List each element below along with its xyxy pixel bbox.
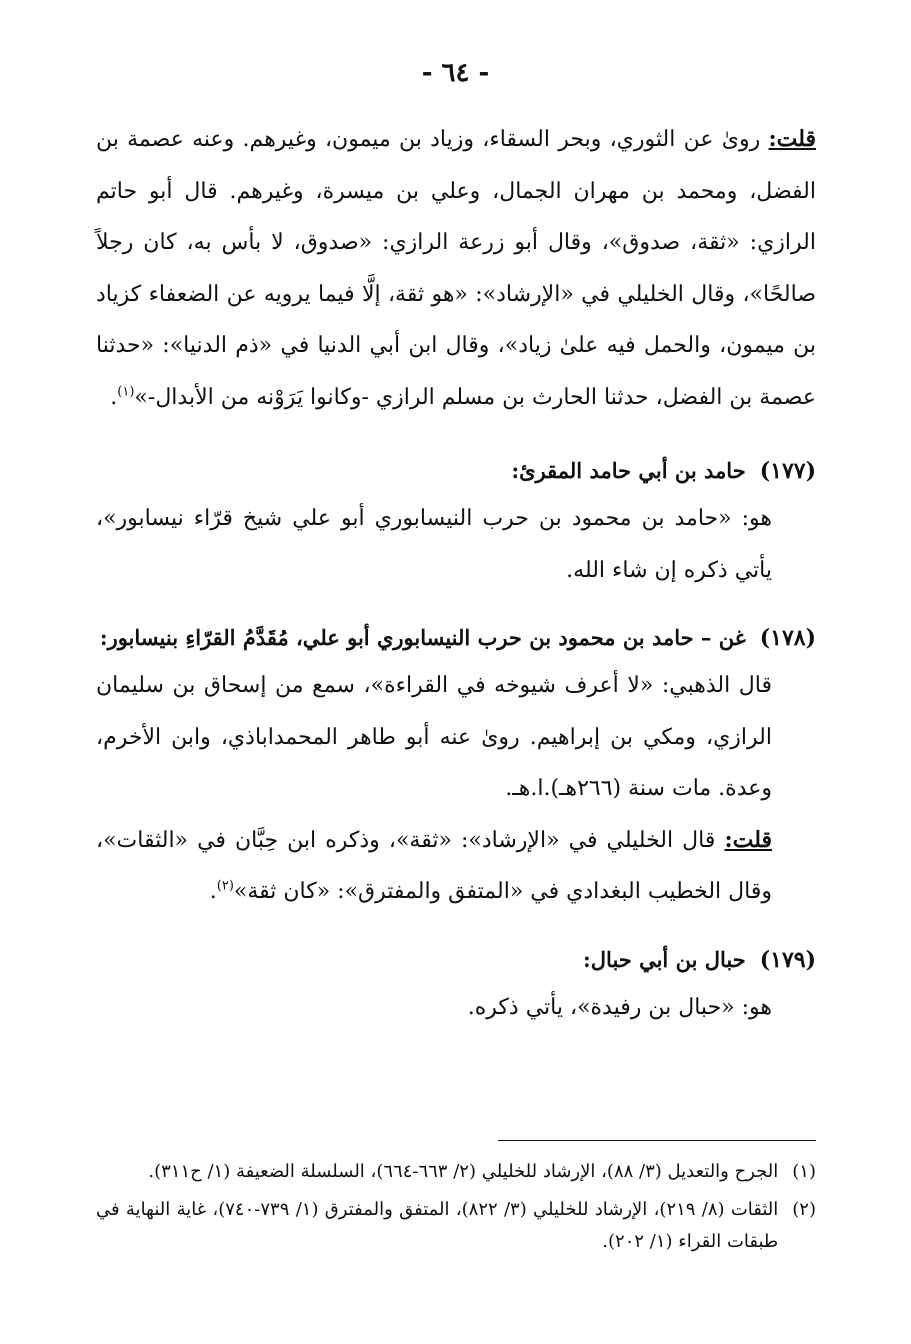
footnote-1 <box>96 1156 816 1188</box>
footnote-text: الجرح والتعديل (٣/ ٨٨)، الإرشاد للخليلي (٢/ ٦٦٣-٦٦٤)، السلسلة الضعيفة (١/ ح٣١١). <box>148 1161 779 1182</box>
footnote-text: الثقات (٨/ ٢١٩)، الإرشاد للخليلي (٣/ ٨٢٢)، المتفق والمفترق (١/ ٧٣٩-٧٤٠)، غاية النهاية في طبقات القراء (١/ ٢٠٢). <box>96 1199 779 1252</box>
entry-body: قال الذهبي: «لا أعرف شيوخه في القراءة»، سمع من إسحاق بن سليمان الرازي، ومكي بن إبراهيم. روىٰ عنه أبو طاهر المحمداباذي، وابن الأخرم، وعدة. مات سنة (٢٦٦هـ).ا.هـ. <box>96 673 772 801</box>
page-number: - ٦٤ - <box>421 58 490 88</box>
intro-text: روىٰ عن الثوري، وبحر السقاء، وزياد بن ميمون، وغيرهم. وعنه عصمة بن الفضل، ومحمد بن مهران الجمال، وعلي بن ميسرة، وغيرهم. قال أبو حاتم الرازي: «ثقة، صدوق»، وقال أبو زرعة الرازي: «صدوق، لا بأس به، كان رجلاً صالحًا»، وقال الخليلي في «الإرشاد»: «هو ثقة، إلَّا فيما يرويه عن الضعفاء كزياد بن ميمون، والحمل فيه علىٰ زياد»، وقال ابن أبي الدنيا في «ذم الدنيا»: «حدثنا عصمة بن الفضل، حدثنا الحارث بن مسلم الرازي -وكانوا يَرَوْنه من الأبدال-» <box>96 127 816 410</box>
entry-heading <box>96 449 816 493</box>
entry-179 <box>96 938 816 1034</box>
entry-number: (١٧٧) <box>759 458 816 484</box>
footnote-number: (١) <box>792 1161 816 1182</box>
note-label: قلت: <box>724 826 772 853</box>
intro-end: . <box>110 384 118 410</box>
entry-title: حبال بن أبي حبال: <box>583 946 746 972</box>
entry-number: (١٧٨) <box>759 625 816 651</box>
note-label: قلت: <box>768 126 816 152</box>
entry-number: (١٧٩) <box>759 946 816 973</box>
intro-paragraph <box>96 114 816 423</box>
note-text: قال الخليلي في «الإرشاد»: «ثقة»، وذكره ابن حِبَّان في «الثقات»، وقال الخطيب البغدادي في «المتفق والمفترق»: «كان ثقة» <box>96 827 772 904</box>
footnotes <box>96 1156 816 1264</box>
entry-177 <box>96 449 816 596</box>
entry-body: هو: «حامد بن محمود بن حرب النيسابوري أبو علي شيخ قرّاء نيسابور»، يأتي ذكره إن شاء الله. <box>96 506 772 583</box>
entry-heading <box>96 938 816 982</box>
entry-178 <box>96 616 816 918</box>
main-text <box>96 114 816 1033</box>
footnote-divider <box>498 1140 816 1141</box>
entry-title: غن – حامد بن محمود بن حرب النيسابوري أبو علي، مُقَدَّمُ القرّاءِ بنيسابور: <box>99 625 746 650</box>
note-end: . <box>209 879 217 904</box>
entry-body: هو: «حبال بن رفيدة»، يأتي ذكره. <box>467 994 772 1020</box>
footnote-number: (٢) <box>792 1199 816 1220</box>
footnote-ref-2[interactable]: (٢) <box>216 878 234 894</box>
entry-heading <box>96 616 816 660</box>
footnote-ref-1[interactable]: (١) <box>117 384 135 400</box>
footnote-2 <box>96 1194 816 1258</box>
entry-note <box>96 815 772 918</box>
entry-title: حامد بن أبي حامد المقرئ: <box>511 458 746 483</box>
